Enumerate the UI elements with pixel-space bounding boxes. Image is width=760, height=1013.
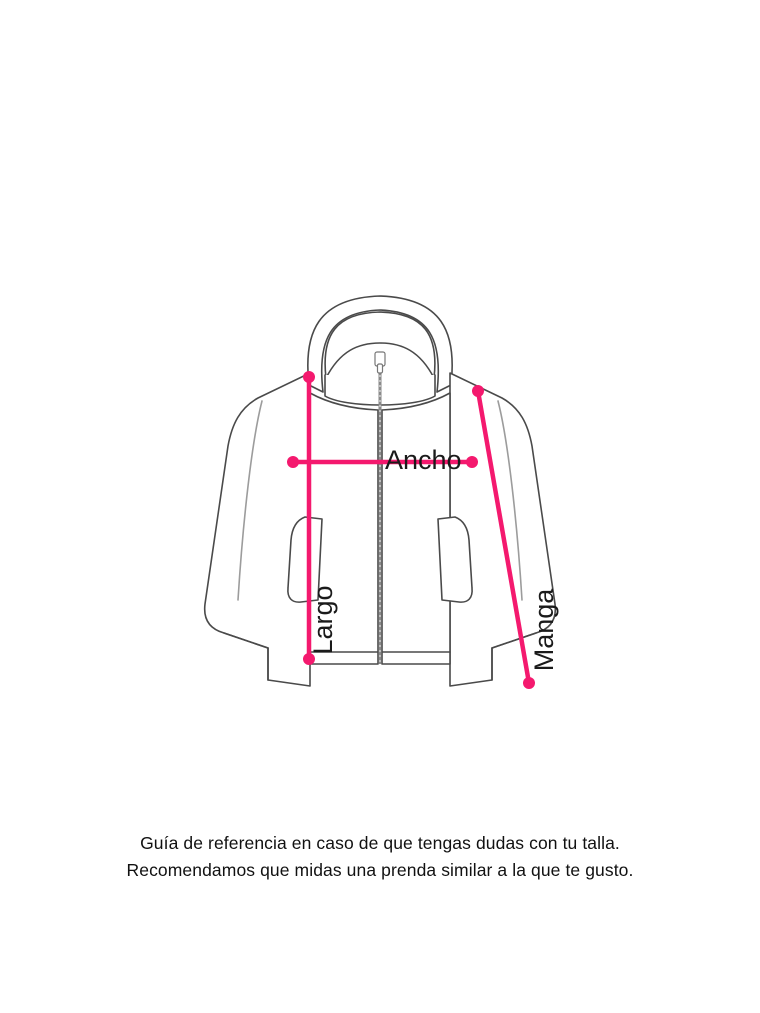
length-measure-label: Largo	[308, 585, 338, 655]
caption-line-2: Recomendamos que midas una prenda similar a la que te gusto.	[126, 860, 634, 880]
width-measure-label: Ancho	[385, 445, 462, 476]
caption-line-1: Guía de referencia en caso de que tengas dudas con tu talla.	[140, 833, 620, 853]
size-guide-caption	[0, 830, 760, 884]
sleeve-measure-label: Manga	[529, 588, 559, 672]
